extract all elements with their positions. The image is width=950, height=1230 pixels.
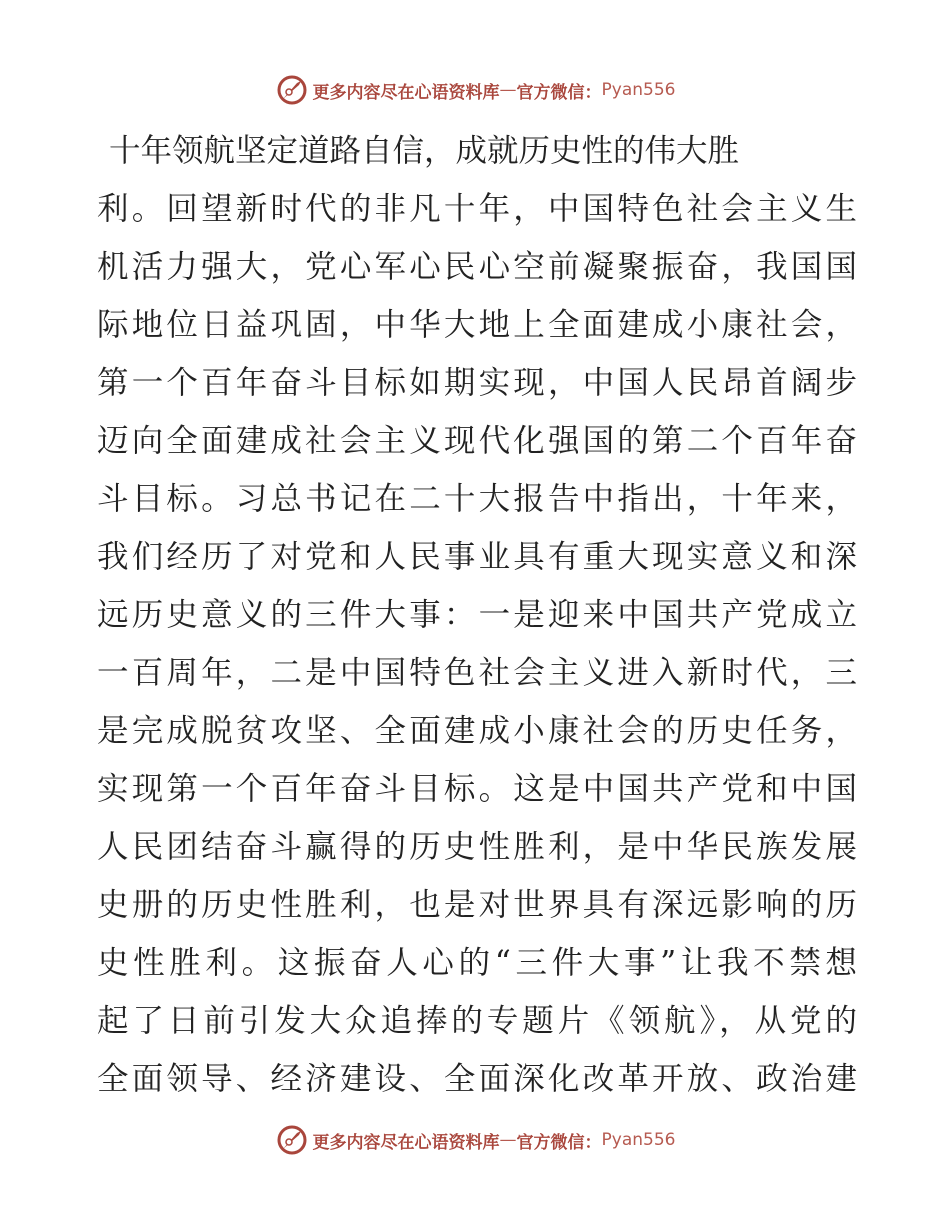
watermark-brand: 更多内容尽在心语资料库 bbox=[312, 1132, 500, 1153]
watermark-official: 官方微信： bbox=[516, 82, 602, 103]
paragraph-line: 实现第一个百年奋斗目标。这是中国共产党和中国 bbox=[97, 771, 857, 807]
paragraph-line: 第一个百年奋斗目标如期实现，中国人民昂首阔步 bbox=[97, 365, 857, 401]
paragraph-line: 迈向全面建成社会主义现代化强国的第二个百年奋 bbox=[97, 423, 857, 459]
paragraph-line: 人民团结奋斗赢得的历史性胜利，是中华民族发展 bbox=[97, 829, 857, 865]
paragraph-line: 我们经历了对党和人民事业具有重大现实意义和深 bbox=[97, 539, 857, 575]
paragraph-line: 斗目标。习总书记在二十大报告中指出，十年来， bbox=[97, 481, 857, 517]
watermark-handle: Pyan556 bbox=[601, 1130, 676, 1150]
paragraph-line: 起了日前引发大众追捧的专题片《领航》，从党的 bbox=[97, 1003, 857, 1039]
quill-logo-icon bbox=[275, 1123, 309, 1157]
paragraph-line: 远历史意义的三件大事：一是迎来中国共产党成立 bbox=[97, 597, 857, 633]
paragraph-line: 一百周年，二是中国特色社会主义进入新时代，三 bbox=[97, 655, 857, 691]
paragraph-line: 机活力强大，党心军心民心空前凝聚振奋，我国国 bbox=[97, 249, 857, 285]
quill-logo-icon bbox=[275, 73, 309, 107]
paragraph-line: 是完成脱贫攻坚、全面建成小康社会的历史任务， bbox=[97, 713, 857, 749]
paragraph-line: 史册的历史性胜利，也是对世界具有深远影响的历 bbox=[97, 887, 857, 923]
paragraph-line: 史性胜利。这振奋人心的“三件大事”让我不禁想 bbox=[97, 945, 857, 981]
paragraph-line: 际地位日益巩固，中华大地上全面建成小康社会， bbox=[97, 307, 857, 343]
article-paragraph bbox=[97, 122, 857, 1108]
watermark-handle: Pyan556 bbox=[601, 80, 676, 100]
watermark-separator: — bbox=[499, 1130, 517, 1150]
watermark-official: 官方微信： bbox=[516, 1132, 602, 1153]
paragraph-line: 利。回望新时代的非凡十年，中国特色社会主义生 bbox=[97, 191, 857, 227]
paragraph-line: 十年领航坚定道路自信，成就历史性的伟大胜 bbox=[109, 133, 740, 169]
watermark-separator: — bbox=[499, 80, 517, 100]
watermark-brand: 更多内容尽在心语资料库 bbox=[312, 82, 500, 103]
paragraph-line: 全面领导、经济建设、全面深化改革开放、政治建 bbox=[97, 1061, 857, 1097]
header-watermark bbox=[0, 70, 950, 110]
footer-watermark bbox=[0, 1120, 950, 1160]
